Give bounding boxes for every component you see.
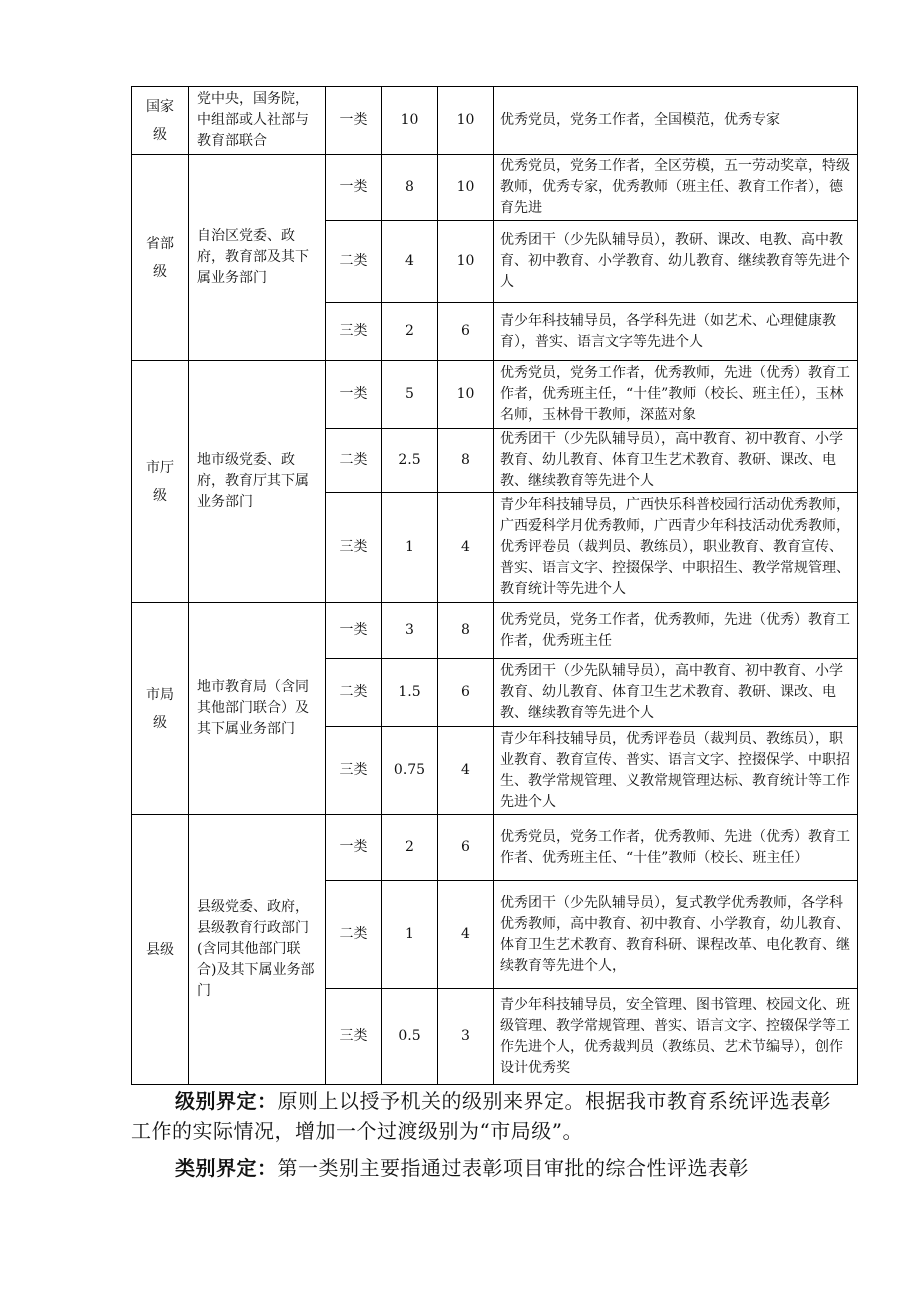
level-cell: 市局级 [132,603,189,815]
score-cell: 3 [382,603,438,659]
score-cell: 1.5 [382,659,438,727]
description-cell: 优秀团干（少先队辅导员），高中教育、初中教育、小学教育、幼儿教育、体育卫生艺术教育、教研、课改、电教、继续教育等先进个人 [494,429,858,493]
level-definition-text: 原则上以授予机关的级别来界定。根据我市教育系统评选表彰工作的实际情况，增加一个过渡级别为“市局级”。 [131,1089,831,1143]
score-cell: 1 [382,881,438,989]
score-cell: 8 [382,155,438,221]
org-cell: 县级党委、政府，县级教育行政部门(含同其他部门联合)及其下属业务部门 [189,815,326,1085]
score-cell: 0.75 [382,727,438,815]
table-row [132,603,858,659]
table-row [132,361,858,429]
category-cell: 二类 [326,429,382,493]
category-cell: 三类 [326,303,382,361]
category-cell: 一类 [326,361,382,429]
award-score-table [131,86,858,1085]
description-cell: 青少年科技辅导员，优秀评卷员（裁判员、教练员），职业教育、教育宣传、普实、语言文字、控掇保学、中职招生、教学常规管理、义教常规管理达标、教育统计等工作先进个人 [494,727,858,815]
description-cell: 优秀党员，党务工作者，优秀教师，先进（优秀）教育工作者，优秀班主任 [494,603,858,659]
max-score-cell: 8 [438,603,494,659]
category-cell: 三类 [326,493,382,603]
description-cell: 优秀党员，党务工作者，优秀教师，先进（优秀）教育工作者，优秀班主任，“十佳”教师（校长、班主任），玉林名师，玉林骨干教师，深蓝对象 [494,361,858,429]
max-score-cell: 10 [438,87,494,155]
description-cell: 青少年科技辅导员，广西快乐科普校园行活动优秀教师，广西爱科学月优秀教师，广西青少年科技活动优秀教师，优秀评卷员（裁判员、教练员），职业教育、教育宣传、普实、语言文字、控掇保学、中职招生、教学常规管理、教育统计等先进个人 [494,493,858,603]
score-cell: 5 [382,361,438,429]
description-cell: 优秀党员，党务工作者，全国模范，优秀专家 [494,87,858,155]
description-cell: 优秀党员，党务工作者，优秀教师、先进（优秀）教育工作者、优秀班主任、“十佳”教师（校长、班主任） [494,815,858,881]
category-cell: 一类 [326,87,382,155]
org-cell: 党中央，国务院，中组部或人社部与教育部联合 [189,87,326,155]
category-cell: 三类 [326,989,382,1085]
max-score-cell: 10 [438,361,494,429]
description-cell: 优秀团干（少先队辅导员），教研、课改、电教、高中教育、初中教育、小学教育、幼儿教育、继续教育等先进个人 [494,221,858,303]
category-cell: 一类 [326,815,382,881]
max-score-cell: 6 [438,303,494,361]
category-cell: 三类 [326,727,382,815]
max-score-cell: 3 [438,989,494,1085]
category-cell: 一类 [326,155,382,221]
score-cell: 4 [382,221,438,303]
table-row [132,815,858,881]
score-cell: 0.5 [382,989,438,1085]
score-cell: 2 [382,815,438,881]
level-cell: 市厅级 [132,361,189,603]
category-definition-heading: 类别界定： [175,1156,278,1180]
description-cell: 青少年科技辅导员，安全管理、图书管理、校园文化、班级管理、教学常规管理、普实、语言文字、控辍保学等工作先进个人，优秀裁判员（教练员、艺术节编导），创作设计优秀奖 [494,989,858,1085]
org-cell: 地市教育局（含同其他部门联合）及其下属业务部门 [189,603,326,815]
org-cell: 自治区党委、政府，教育部及其下属业务部门 [189,155,326,361]
score-cell: 2 [382,303,438,361]
category-definition-paragraph [131,1153,831,1183]
max-score-cell: 10 [438,221,494,303]
description-cell: 青少年科技辅导员，各学科先进（如艺术、心理健康教育），普实、语言文字等先进个人 [494,303,858,361]
category-cell: 二类 [326,659,382,727]
max-score-cell: 4 [438,881,494,989]
level-cell: 省部级 [132,155,189,361]
level-cell: 国家级 [132,87,189,155]
category-cell: 二类 [326,881,382,989]
level-definition-paragraph [131,1086,831,1146]
score-cell: 1 [382,493,438,603]
max-score-cell: 4 [438,727,494,815]
level-cell: 县级 [132,815,189,1085]
table-row [132,155,858,221]
table-row [132,87,858,155]
category-cell: 一类 [326,603,382,659]
category-definition-text: 第一类别主要指通过表彰项目审批的综合性评选表彰 [277,1156,749,1180]
level-definition-heading: 级别界定： [175,1089,278,1113]
score-cell: 2.5 [382,429,438,493]
score-cell: 10 [382,87,438,155]
category-cell: 二类 [326,221,382,303]
max-score-cell: 6 [438,815,494,881]
max-score-cell: 4 [438,493,494,603]
max-score-cell: 10 [438,155,494,221]
org-cell: 地市级党委、政府，教育厅其下属业务部门 [189,361,326,603]
description-cell: 优秀团干（少先队辅导员），复式教学优秀教师，各学科优秀教师，高中教育、初中教育、小学教育，幼儿教育、体育卫生艺术教育、教育科研、课程改革、电化教育、继续教育等先进个人， [494,881,858,989]
max-score-cell: 8 [438,429,494,493]
description-cell: 优秀团干（少先队辅导员），高中教育、初中教育、小学教育、幼儿教育、体育卫生艺术教育、教研、课改、电教、继续教育等先进个人 [494,659,858,727]
max-score-cell: 6 [438,659,494,727]
description-cell: 优秀党员，党务工作者，全区劳模，五一劳动奖章，特级教师，优秀专家，优秀教师（班主任、教育工作者），德育先进 [494,155,858,221]
